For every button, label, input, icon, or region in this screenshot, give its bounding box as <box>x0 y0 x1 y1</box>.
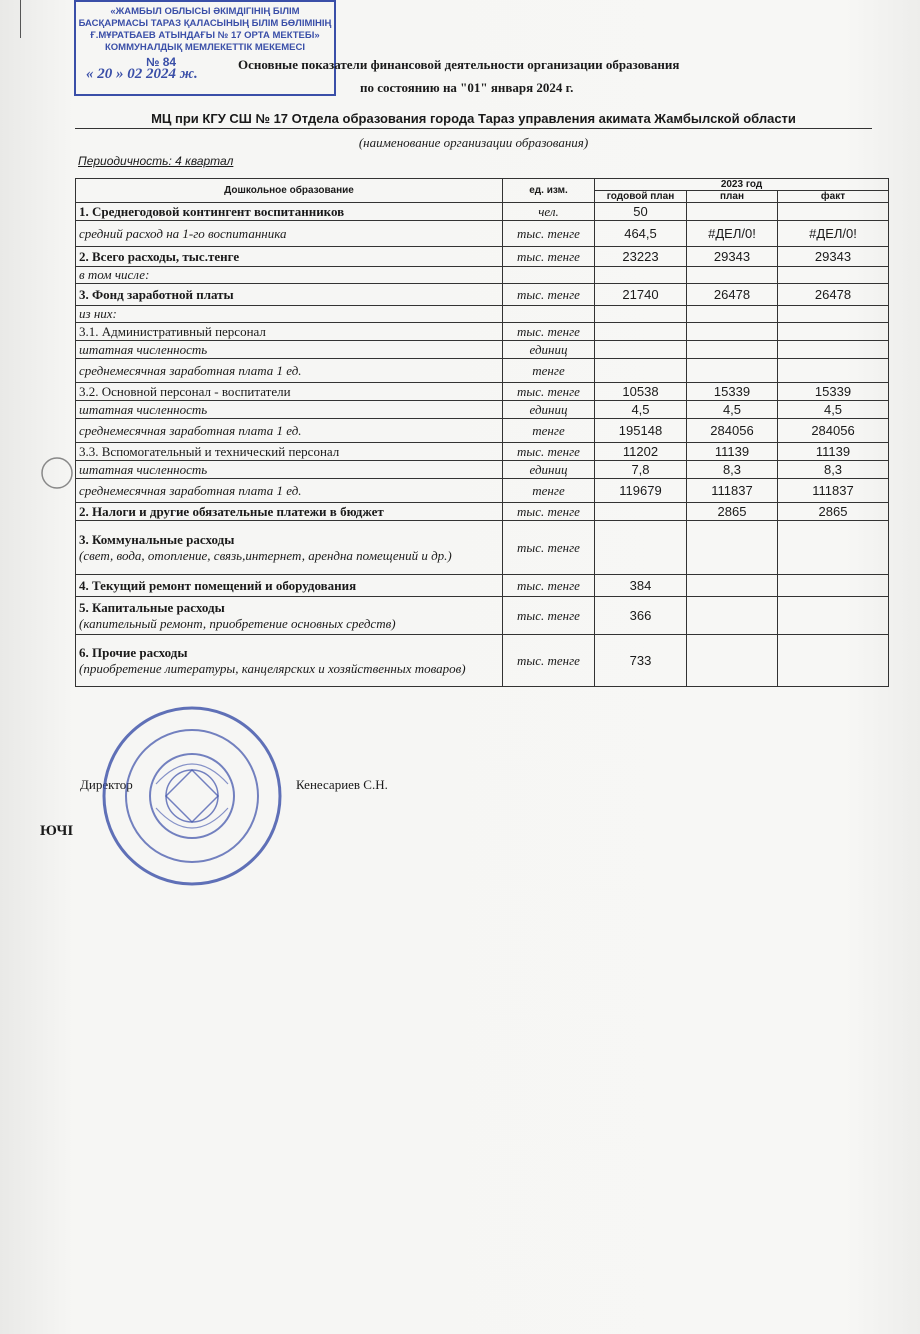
row-label-cell <box>76 479 503 503</box>
row-label: 3. Фонд заработной платы <box>79 286 234 302</box>
row-plan <box>687 359 778 383</box>
row-unit: единиц <box>503 461 595 479</box>
header-plan: план <box>687 191 778 203</box>
row-plan <box>687 323 778 341</box>
row-label-cell <box>76 323 503 341</box>
table-row <box>76 341 889 359</box>
row-annual-plan: 366 <box>595 597 687 635</box>
row-unit: чел. <box>503 203 595 221</box>
row-annual-plan: 4,5 <box>595 401 687 419</box>
financial-table <box>75 178 889 687</box>
header-unit: ед. изм. <box>503 179 595 203</box>
row-label: 4. Текущий ремонт помещений и оборудования <box>79 577 357 593</box>
row-fact <box>778 575 889 597</box>
row-annual-plan: 10538 <box>595 383 687 401</box>
row-annual-plan <box>595 503 687 521</box>
row-fact <box>778 597 889 635</box>
row-unit: тыс. тенге <box>503 383 595 401</box>
table-row <box>76 267 889 284</box>
row-plan <box>687 267 778 284</box>
director-label: Директор <box>80 777 133 792</box>
row-plan <box>687 575 778 597</box>
row-label-cell <box>76 443 503 461</box>
stamp-date: « 20 » 02 2024 ж. <box>86 66 198 82</box>
row-unit: тыс. тенге <box>503 575 595 597</box>
row-plan: 111837 <box>687 479 778 503</box>
row-fact <box>778 341 889 359</box>
row-annual-plan: 7,8 <box>595 461 687 479</box>
table-row <box>76 635 889 687</box>
row-label-cell <box>76 419 503 443</box>
row-fact: 4,5 <box>778 401 889 419</box>
row-plan: 15339 <box>687 383 778 401</box>
row-annual-plan: 384 <box>595 575 687 597</box>
row-unit: тыс. тенге <box>503 597 595 635</box>
row-label: средний расход на 1-го воспитанника <box>79 225 287 241</box>
row-label: в том числе: <box>79 267 150 282</box>
director-name: Кенесариев С.Н. <box>296 777 388 792</box>
row-unit: тыс. тенге <box>503 503 595 521</box>
row-plan <box>687 597 778 635</box>
row-label: 1. Среднегодовой контингент воспитанников <box>79 203 345 219</box>
header-name: Дошкольное образование <box>76 179 503 203</box>
header-annual-plan: годовой план <box>595 191 687 203</box>
row-label-cell <box>76 247 503 267</box>
row-plan <box>687 635 778 687</box>
row-label-cell <box>76 267 503 284</box>
row-annual-plan: 50 <box>595 203 687 221</box>
row-label-cell <box>76 383 503 401</box>
row-sublabel: (капительный ремонт, приобретение основных средств) <box>79 615 396 631</box>
document-title: Основные показатели финансовой деятельности организации образования <box>238 57 680 72</box>
row-annual-plan <box>595 267 687 284</box>
row-label-cell <box>76 503 503 521</box>
table-row <box>76 597 889 635</box>
row-label: 3.3. Вспомогательный и технический персонал <box>79 443 340 459</box>
row-annual-plan: 733 <box>595 635 687 687</box>
table-row <box>76 443 889 461</box>
margin-text: ЮЧІ <box>40 823 74 839</box>
row-unit: тыс. тенге <box>503 635 595 687</box>
row-plan: 11139 <box>687 443 778 461</box>
stamp-line: «ЖАМБЫЛ ОБЛЫСЫ ӘКІМДІГІНІҢ БІЛІМ <box>110 6 300 17</box>
row-fact <box>778 635 889 687</box>
round-seal-stamp <box>100 704 284 888</box>
header-fact: факт <box>778 191 889 203</box>
row-label: среднемесячная заработная плата 1 ед. <box>79 422 302 438</box>
stamp-line: Ғ.МҰРАТБАЕВ АТЫНДАҒЫ № 17 ОРТА МЕКТЕБІ» <box>90 30 320 41</box>
table-row <box>76 221 889 247</box>
row-label: штатная численность <box>79 341 208 357</box>
row-unit: тыс. тенге <box>503 247 595 267</box>
row-fact: 11139 <box>778 443 889 461</box>
stamp-number: № 84 <box>146 55 177 69</box>
row-annual-plan: 11202 <box>595 443 687 461</box>
row-plan: 2865 <box>687 503 778 521</box>
row-fact: 111837 <box>778 479 889 503</box>
row-unit: тыс. тенге <box>503 443 595 461</box>
row-fact: 284056 <box>778 419 889 443</box>
row-plan: 284056 <box>687 419 778 443</box>
row-unit <box>503 306 595 323</box>
document-date: по состоянию на "01" января 2024 г. <box>360 80 574 95</box>
row-label-cell <box>76 597 503 635</box>
row-annual-plan <box>595 359 687 383</box>
row-unit: единиц <box>503 341 595 359</box>
row-fact <box>778 521 889 575</box>
row-fact <box>778 203 889 221</box>
registration-stamp <box>74 0 336 96</box>
row-sublabel: (свет, вода, отопление, связь,интернет, арендна помещений и др.) <box>79 547 452 563</box>
row-label: среднемесячная заработная плата 1 ед. <box>79 482 302 498</box>
row-annual-plan: 119679 <box>595 479 687 503</box>
table-row <box>76 419 889 443</box>
row-annual-plan <box>595 306 687 323</box>
row-label-cell <box>76 306 503 323</box>
row-sublabel: (приобретение литературы, канцелярских и хозяйственных товаров) <box>79 660 466 676</box>
row-label-cell <box>76 401 503 419</box>
row-unit: тыс. тенге <box>503 521 595 575</box>
row-label-cell <box>76 341 503 359</box>
row-plan <box>687 521 778 575</box>
row-annual-plan <box>595 341 687 359</box>
row-label-cell <box>76 635 503 687</box>
row-plan: 8,3 <box>687 461 778 479</box>
row-plan: 29343 <box>687 247 778 267</box>
row-fact <box>778 323 889 341</box>
table-row <box>76 306 889 323</box>
row-label: из них: <box>79 306 117 321</box>
row-label-cell <box>76 284 503 306</box>
row-unit <box>503 267 595 284</box>
row-fact: 26478 <box>778 284 889 306</box>
organization-note: (наименование организации образования) <box>358 135 589 150</box>
row-plan: 4,5 <box>687 401 778 419</box>
row-fact: 15339 <box>778 383 889 401</box>
row-label: 2. Всего расходы, тыс.тенге <box>79 248 240 264</box>
row-plan <box>687 306 778 323</box>
table-row <box>76 323 889 341</box>
hole-punch-circle <box>40 456 74 490</box>
row-label: 3.2. Основной персонал - воспитатели <box>79 383 291 399</box>
row-label: 6. Прочие расходы <box>79 644 188 660</box>
row-fact: 29343 <box>778 247 889 267</box>
row-plan: #ДЕЛ/0! <box>687 221 778 247</box>
row-fact <box>778 267 889 284</box>
table-row <box>76 461 889 479</box>
row-label-cell <box>76 521 503 575</box>
row-fact: 8,3 <box>778 461 889 479</box>
row-fact <box>778 306 889 323</box>
row-label-cell <box>76 575 503 597</box>
table-row <box>76 383 889 401</box>
table-row <box>76 575 889 597</box>
header-year: 2023 год <box>595 179 889 191</box>
row-annual-plan <box>595 323 687 341</box>
row-unit: единиц <box>503 401 595 419</box>
stamp-line: КОММУНАЛДЫҚ МЕМЛЕКЕТТІК МЕКЕМЕСІ <box>104 42 306 53</box>
row-fact: 2865 <box>778 503 889 521</box>
row-label: 5. Капитальные расходы <box>79 599 225 615</box>
page-edge-line <box>20 0 21 38</box>
row-unit: тыс. тенге <box>503 221 595 247</box>
row-unit: тенге <box>503 359 595 383</box>
table-row <box>76 479 889 503</box>
row-annual-plan <box>595 521 687 575</box>
row-annual-plan: 464,5 <box>595 221 687 247</box>
row-plan: 26478 <box>687 284 778 306</box>
row-fact: #ДЕЛ/0! <box>778 221 889 247</box>
table-row <box>76 247 889 267</box>
row-label-cell <box>76 221 503 247</box>
row-unit: тыс. тенге <box>503 284 595 306</box>
periodicity: Периодичность: 4 квартал <box>78 154 234 168</box>
row-label: среднемесячная заработная плата 1 ед. <box>79 362 302 378</box>
row-annual-plan: 195148 <box>595 419 687 443</box>
stamp-line: БАСҚАРМАСЫ ТАРАЗ ҚАЛАСЫНЫҢ БІЛІМ БӨЛІМІНІҢ <box>78 18 332 29</box>
table-row <box>76 521 889 575</box>
row-label: штатная численность <box>79 461 208 477</box>
row-annual-plan: 23223 <box>595 247 687 267</box>
table-row <box>76 401 889 419</box>
table-row <box>76 359 889 383</box>
row-fact <box>778 359 889 383</box>
row-label-cell <box>76 203 503 221</box>
row-plan <box>687 203 778 221</box>
row-unit: тыс. тенге <box>503 323 595 341</box>
row-unit: тенге <box>503 419 595 443</box>
table-row <box>76 284 889 306</box>
row-label: 3.1. Административный персонал <box>79 323 266 339</box>
row-label: 3. Коммунальные расходы <box>79 531 235 547</box>
row-annual-plan: 21740 <box>595 284 687 306</box>
row-label-cell <box>76 359 503 383</box>
row-label: штатная численность <box>79 401 208 417</box>
row-plan <box>687 341 778 359</box>
organization-name: МЦ при КГУ СШ № 17 Отдела образования города Тараз управления акимата Жамбылской области <box>75 111 872 129</box>
table-row <box>76 203 889 221</box>
table-row <box>76 503 889 521</box>
row-label-cell <box>76 461 503 479</box>
row-unit: тенге <box>503 479 595 503</box>
row-label: 2. Налоги и другие обязательные платежи в бюджет <box>79 503 384 519</box>
